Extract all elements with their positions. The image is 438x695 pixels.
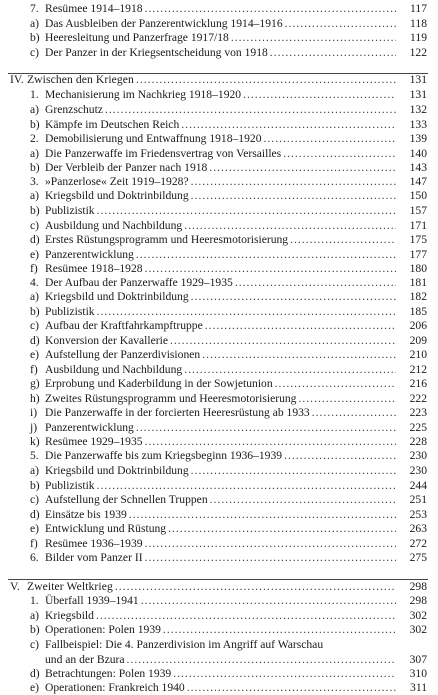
dot-leader [145, 261, 396, 276]
toc-entry-title-line [45, 1, 396, 16]
toc-entry-page-number: 132 [409, 103, 427, 116]
toc-subchapter-entry[interactable] [0, 492, 438, 507]
toc-entry-title: Demobilisierung und Entwaffnung 1918–1920 [45, 132, 262, 145]
toc-entry-number: c) [30, 638, 40, 651]
toc-entry-title-line [45, 188, 396, 203]
toc-entry-title: Zweites Rüstungsprogramm und Heeresmotorisierung [45, 392, 297, 405]
toc-entry-number: d) [30, 233, 40, 246]
dot-leader [283, 146, 396, 161]
toc-entry-page-number: 253 [409, 508, 427, 521]
dot-leader [210, 492, 396, 507]
toc-entry-page-number: 133 [409, 118, 427, 131]
toc-entry-page-number: 298 [409, 594, 427, 607]
toc-entry-title-line [45, 362, 396, 377]
toc-entry-page-number: 223 [409, 406, 427, 419]
toc-entry-page-number: 225 [409, 421, 427, 434]
toc-entry-title: Die Panzerwaffe im Friedensvertrag von Versailles [45, 147, 282, 160]
toc-entry-title: Resümee 1914–1918 [45, 2, 143, 15]
toc-entry-page-number: 181 [409, 276, 427, 289]
toc-entry-page-number: 131 [409, 88, 427, 101]
dot-leader [105, 102, 396, 117]
toc-entry-title: Einsätze bis 1939 [45, 508, 127, 521]
dot-leader [136, 72, 396, 87]
toc-entry-title-line [45, 218, 396, 233]
toc-entry-title-line [45, 261, 396, 276]
toc-entry-page-number: 272 [409, 537, 427, 550]
toc-subchapter-entry[interactable] [0, 102, 438, 117]
toc-entry-title-line [45, 680, 396, 695]
toc-entry-number: i) [30, 406, 38, 419]
toc-subchapter-entry[interactable] [0, 507, 438, 522]
toc-entry-number: 5. [30, 449, 39, 462]
toc-entry-number: g) [30, 377, 40, 390]
toc-entry-title-line [45, 232, 396, 247]
toc-entry-title-line [45, 550, 396, 565]
toc-entry-title-line [45, 622, 396, 637]
toc-chapter-entry[interactable] [0, 275, 438, 290]
toc-entry-title: Resümee 1936–1939 [45, 537, 143, 550]
toc-subchapter-entry[interactable] [0, 608, 438, 623]
toc-entry-title-line [45, 131, 396, 146]
toc-entry-page-number: 175 [409, 233, 427, 246]
toc-entry-number: b) [30, 623, 40, 636]
toc-chapter-entry[interactable] [0, 550, 438, 565]
toc-entry-page-number: 263 [409, 522, 427, 535]
toc-entry-title: Kämpfe im Deutschen Reich [45, 118, 180, 131]
dot-leader [145, 550, 396, 565]
toc-entry-title: Mechanisierung im Nachkrieg 1918–1920 [45, 88, 242, 101]
toc-entry-number: V. [10, 580, 20, 593]
toc-subchapter-entry[interactable] [0, 16, 438, 31]
toc-entry-number: f) [30, 363, 38, 376]
toc-entry-title: Das Ausbleiben der Panzerentwicklung 1914–1916 [45, 17, 283, 30]
toc-entry-title: Betrachtungen: Polen 1939 [45, 667, 172, 680]
toc-entry-title: Kriegsbild [45, 609, 94, 622]
toc-subchapter-entry[interactable] [0, 680, 438, 695]
toc-chapter-entry[interactable] [0, 174, 438, 189]
toc-subchapter-entry[interactable] [0, 391, 438, 406]
toc-entry-title-line [45, 203, 396, 218]
toc-entry-page-number: 228 [409, 435, 427, 448]
dot-leader [202, 347, 396, 362]
toc-subchapter-entry[interactable] [0, 362, 438, 377]
toc-entry-number: e) [30, 348, 40, 361]
dot-leader [168, 521, 396, 536]
dot-leader [129, 507, 396, 522]
toc-entry-number: k) [30, 435, 40, 448]
toc-subchapter-entry[interactable] [0, 117, 438, 132]
toc-entry-title-line [45, 536, 396, 551]
toc-entry-title: Kriegsbild und Doktrinbildung [45, 290, 189, 303]
dot-leader [187, 680, 396, 695]
toc-subchapter-entry[interactable] [0, 622, 438, 637]
toc-entry-page-number: 310 [409, 667, 427, 680]
toc-entry-number: b) [30, 31, 40, 44]
toc-entry-number: a) [30, 189, 40, 202]
toc-subchapter-entry[interactable] [0, 347, 438, 362]
toc-entry-number: d) [30, 334, 40, 347]
dot-leader [290, 232, 396, 247]
toc-entry-number: c) [30, 219, 40, 232]
toc-entry-number: b) [30, 204, 40, 217]
toc-entry-page-number: 119 [410, 31, 427, 44]
dot-leader [115, 579, 396, 594]
toc-entry-number: f) [30, 262, 38, 275]
toc-entry-page-number: 222 [409, 392, 427, 405]
toc-entry-title: Panzerentwicklung [45, 421, 134, 434]
toc-entry-title: Aufstellung der Schnellen Truppen [45, 493, 208, 506]
toc-entry-title: Ausbildung und Nachbildung [45, 219, 183, 232]
toc-entry-number: b) [30, 118, 40, 131]
toc-entry-page-number: 157 [409, 204, 427, 217]
toc-entry-title: Panzerentwicklung [45, 248, 134, 261]
toc-part-entry[interactable] [0, 579, 438, 594]
toc-entry-title: Publizistik [45, 479, 95, 492]
toc-entry-page-number: 230 [409, 464, 427, 477]
toc-entry-title-line [45, 521, 396, 536]
toc-subchapter-entry[interactable] [0, 160, 438, 175]
toc-entry-number: a) [30, 147, 40, 160]
toc-subchapter-entry[interactable] [0, 521, 438, 536]
toc-entry-title: Der Panzer in der Kriegsentscheidung von 1918 [45, 46, 268, 59]
toc-subchapter-entry[interactable] [0, 146, 438, 161]
toc-subchapter-entry[interactable] [0, 478, 438, 493]
toc-entry-title-continuation: und an der Bzura [45, 653, 125, 666]
dot-leader [145, 1, 396, 16]
toc-chapter-entry[interactable] [0, 131, 438, 146]
dot-leader [284, 448, 396, 463]
dot-leader [145, 536, 396, 551]
toc-entry-page-number: 122 [409, 46, 427, 59]
toc-entry-page-number: 311 [410, 681, 427, 694]
toc-entry-title-line [45, 608, 396, 623]
dot-leader [97, 304, 396, 319]
toc-entry-number: a) [30, 290, 40, 303]
dot-leader [181, 117, 396, 132]
toc-subchapter-entry[interactable] [0, 232, 438, 247]
dot-leader [191, 463, 396, 478]
toc-entry-title: Zweiter Weltkrieg [27, 580, 113, 593]
toc-entry-title: »Panzerlose« Zeit 1919–1928? [45, 175, 189, 188]
toc-entry-number: c) [30, 493, 40, 506]
toc-subchapter-entry[interactable] [0, 304, 438, 319]
dot-leader [205, 318, 396, 333]
toc-entry-title-line [45, 117, 396, 132]
toc-entry-number: a) [30, 609, 40, 622]
toc-entry-page-number: 131 [409, 73, 427, 86]
toc-subchapter-entry[interactable] [0, 637, 438, 666]
toc-entry-title: Ausbildung und Nachbildung [45, 363, 183, 376]
toc-entry-title: Erstes Rüstungsprogramm und Heeresmotorisierung [45, 233, 289, 246]
dot-leader [270, 45, 396, 60]
toc-entry-title: Überfall 1939–1941 [45, 594, 139, 607]
toc-entry-page-number: 180 [409, 262, 427, 275]
dot-leader [231, 30, 396, 45]
toc-entry-title-line [45, 247, 396, 262]
dot-leader [127, 652, 396, 667]
toc-entry-title-line [45, 87, 396, 102]
toc-chapter-entry[interactable] [0, 448, 438, 463]
toc-subchapter-entry[interactable] [0, 203, 438, 218]
toc-entry-title-line [27, 579, 396, 594]
toc-subchapter-entry[interactable] [0, 405, 438, 420]
toc-entry-page-number: 177 [409, 248, 427, 261]
toc-part-entry[interactable] [0, 72, 438, 87]
toc-entry-title-line [45, 420, 396, 435]
toc-entry-title-line [45, 160, 396, 175]
toc-entry-page-number: 140 [409, 147, 427, 160]
dot-leader [285, 16, 396, 31]
dot-leader [298, 391, 396, 406]
toc-entry-title-line [45, 347, 396, 362]
toc-entry-page-number: 210 [409, 348, 427, 361]
toc-entry-title: Der Verbleib der Panzer nach 1918 [45, 161, 208, 174]
toc-entry-number: 4. [30, 276, 39, 289]
toc-entry-title-line [45, 174, 396, 189]
toc-entry-title: Erprobung und Kaderbildung in der Sowjetunion [45, 377, 273, 390]
dot-leader [96, 608, 396, 623]
dot-leader [97, 203, 396, 218]
toc-subchapter-entry[interactable] [0, 333, 438, 348]
toc-entry-title: Grenzschutz [45, 103, 103, 116]
toc-entry-page-number: 244 [409, 479, 427, 492]
toc-subchapter-entry[interactable] [0, 536, 438, 551]
toc-subchapter-entry[interactable] [0, 188, 438, 203]
toc-subchapter-entry[interactable] [0, 247, 438, 262]
toc-entry-title-line [45, 30, 396, 45]
toc-entry-number: d) [30, 508, 40, 521]
toc-entry-number: a) [30, 103, 40, 116]
toc-entry-title-line [45, 478, 396, 493]
toc-entry-title-line [45, 434, 396, 449]
toc-entry-number: b) [30, 161, 40, 174]
toc-entry-number: d) [30, 667, 40, 680]
toc-subchapter-entry[interactable] [0, 218, 438, 233]
toc-entry-page-number: 275 [409, 551, 427, 564]
toc-entry-number: c) [30, 319, 40, 332]
dot-leader [145, 434, 396, 449]
dot-leader [235, 275, 396, 290]
toc-entry-number: 1. [30, 88, 39, 101]
toc-entry-title-line [45, 146, 396, 161]
toc-entry-title-line [45, 376, 396, 391]
toc-entry-title: Die Panzerwaffe bis zum Kriegsbeginn 1936–1939 [45, 449, 283, 462]
toc-entry-title: Kriegsbild und Doktrinbildung [45, 189, 189, 202]
toc-entry-page-number: 118 [410, 17, 427, 30]
toc-entry-number: e) [30, 681, 40, 694]
toc-subchapter-entry[interactable] [0, 434, 438, 449]
toc-entry-number: 2. [30, 132, 39, 145]
dot-leader [170, 333, 396, 348]
toc-entry-title: Zwischen den Kriegen [27, 73, 134, 86]
dot-leader [136, 420, 396, 435]
toc-entry-title: Aufbau der Kraftfahrkampftruppe [45, 319, 203, 332]
toc-entry-title-line [45, 304, 396, 319]
toc-entry-title: Publizistik [45, 204, 95, 217]
toc-entry-title: Resümee 1918–1928 [45, 262, 143, 275]
toc-entry-page-number: 298 [409, 580, 427, 593]
toc-entry-title-line [45, 45, 396, 60]
toc-entry-title: Aufstellung der Panzerdivisionen [45, 348, 201, 361]
toc-entry-number: c) [30, 46, 40, 59]
toc-entry-title: Publizistik [45, 305, 95, 318]
toc-entry-title-line [45, 289, 396, 304]
dot-leader [163, 622, 396, 637]
toc-subchapter-entry[interactable] [0, 376, 438, 391]
toc-entry-page-number: 209 [409, 334, 427, 347]
toc-entry-number: j) [30, 421, 38, 434]
toc-subchapter-entry[interactable] [0, 45, 438, 60]
toc-subchapter-entry[interactable] [0, 463, 438, 478]
toc-subchapter-entry[interactable] [0, 420, 438, 435]
toc-entry-title-line [45, 318, 396, 333]
dot-leader [136, 247, 396, 262]
toc-entry-title-line [45, 333, 396, 348]
toc-subchapter-entry[interactable] [0, 261, 438, 276]
toc-entry-title: Kriegsbild und Doktrinbildung [45, 464, 189, 477]
toc-entry-title-line [45, 448, 396, 463]
toc-entry-title: Operationen: Frankreich 1940 [45, 681, 185, 694]
toc-entry-title: Fallbeispiel: Die 4. Panzerdivision im Angriff auf Warschau [45, 638, 324, 651]
dot-leader [184, 362, 396, 377]
toc-entry-title: Operationen: Polen 1939 [45, 623, 161, 636]
toc-entry-page-number: 216 [409, 377, 427, 390]
toc-entry-page-number: 212 [409, 363, 427, 376]
toc-entry-number: e) [30, 522, 40, 535]
dot-leader [209, 160, 396, 175]
toc-entry-page-number: 302 [409, 609, 427, 622]
toc-subchapter-entry[interactable] [0, 30, 438, 45]
dot-leader [191, 188, 396, 203]
toc-entry-title-line [27, 72, 396, 87]
toc-entry-title-line [45, 492, 396, 507]
toc-entry-title-line [45, 16, 396, 31]
toc-entry-page-number: 150 [409, 189, 427, 202]
toc-entry-title-line [45, 593, 396, 608]
dot-leader [191, 289, 396, 304]
toc-chapter-entry[interactable] [0, 87, 438, 102]
toc-entry-title-line [45, 652, 396, 667]
dot-leader [97, 478, 396, 493]
toc-entry-number: f) [30, 537, 38, 550]
toc-entry-title-line [45, 507, 396, 522]
toc-entry-title: Resümee 1929–1935 [45, 435, 143, 448]
toc-entry-number: 3. [30, 175, 39, 188]
toc-subchapter-entry[interactable] [0, 289, 438, 304]
toc-entry-page-number: 171 [409, 219, 427, 232]
toc-entry-title-line [45, 391, 396, 406]
toc-entry-title-line [45, 102, 396, 117]
dot-leader [243, 87, 396, 102]
toc-entry-page-number: 251 [409, 493, 427, 506]
toc-entry-title: Der Aufbau der Panzerwaffe 1929–1935 [45, 276, 233, 289]
dot-leader [191, 174, 396, 189]
toc-entry-page-number: 185 [409, 305, 427, 318]
toc-entry-title-line [45, 275, 396, 290]
toc-entry-number: IV. [10, 73, 24, 86]
toc-entry-page-number: 143 [409, 161, 427, 174]
dot-leader [312, 405, 396, 420]
toc-entry-number: 6. [30, 551, 39, 564]
toc-entry-page-number: 117 [410, 2, 427, 15]
toc-entry-page-number: 230 [409, 449, 427, 462]
dot-leader [275, 376, 396, 391]
toc-entry-title-line [45, 463, 396, 478]
toc-entry-number: e) [30, 248, 40, 261]
toc-entry-title: Bilder vom Panzer II [45, 551, 143, 564]
toc-entry-page-number: 139 [409, 132, 427, 145]
toc-entry-number: 7. [30, 2, 39, 15]
toc-subchapter-entry[interactable] [0, 318, 438, 333]
toc-entry-number: 1. [30, 594, 39, 607]
toc-chapter-entry[interactable] [0, 1, 438, 16]
toc-entry-title: Entwicklung und Rüstung [45, 522, 167, 535]
toc-entry-number: b) [30, 305, 40, 318]
toc-entry-number: b) [30, 479, 40, 492]
toc-entry-page-number: 307 [409, 653, 427, 666]
toc-entry-title: Konversion der Kavallerie [45, 334, 168, 347]
dot-leader [264, 131, 397, 146]
toc-entry-page-number: 302 [409, 623, 427, 636]
toc-entry-number: a) [30, 17, 40, 30]
dot-leader [141, 593, 396, 608]
toc-entry-number: a) [30, 464, 40, 477]
toc-chapter-entry[interactable] [0, 593, 438, 608]
toc-entry-title: Die Panzerwaffe in der forcierten Heeresrüstung ab 1933 [45, 406, 310, 419]
toc-entry-page-number: 182 [409, 290, 427, 303]
dot-leader [184, 218, 396, 233]
toc-entry-number: h) [30, 392, 40, 405]
dot-leader [173, 666, 396, 681]
toc-entry-title: Heeresleitung und Panzerfrage 1917/18 [45, 31, 229, 44]
toc-entry-page-number: 206 [409, 319, 427, 332]
toc-entry-title-line [45, 666, 396, 681]
toc-entry-title-line [45, 405, 396, 420]
toc-entry-page-number: 147 [409, 175, 427, 188]
toc-subchapter-entry[interactable] [0, 666, 438, 681]
